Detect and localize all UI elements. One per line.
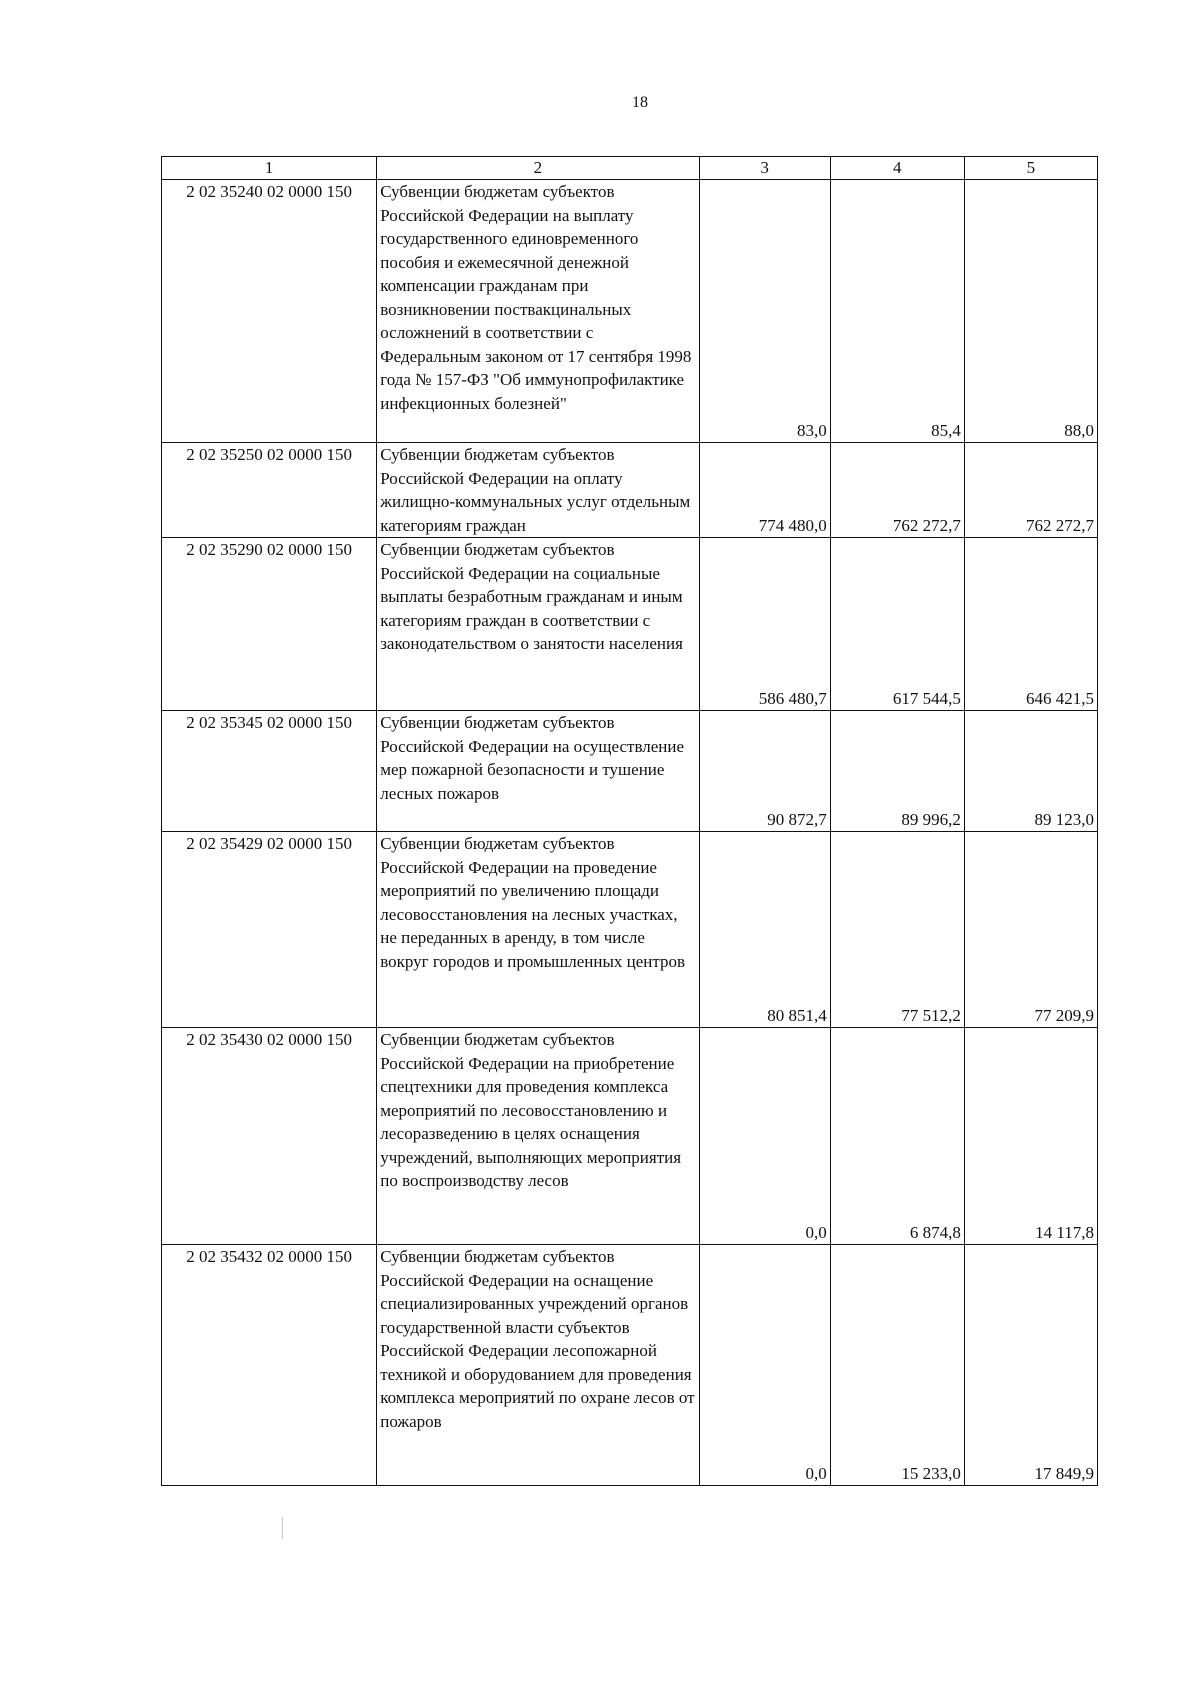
value-col-3: 0,0 (699, 1245, 830, 1486)
budget-code: 2 02 35345 02 0000 150 (162, 711, 377, 832)
budget-code: 2 02 35429 02 0000 150 (162, 832, 377, 1028)
income-name: Субвенции бюджетам субъектов Российской Федерации на оснащение специализированных учреждений органов государственной власти субъектов Российской Федерации лесопожарной техникой и оборудованием для проведения комплекса мероприятий по охране лесов от пожаров (377, 1245, 699, 1486)
table-row (162, 1245, 1098, 1486)
table-row (162, 180, 1098, 443)
value-col-5: 88,0 (964, 180, 1097, 443)
value-col-3: 774 480,0 (699, 443, 830, 538)
header-col-4: 4 (830, 157, 964, 180)
value-col-3: 90 872,7 (699, 711, 830, 832)
value-col-5: 77 209,9 (964, 832, 1097, 1028)
table-row (162, 711, 1098, 832)
scan-artifact-line (282, 1517, 283, 1539)
header-row (162, 157, 1098, 180)
value-col-5: 762 272,7 (964, 443, 1097, 538)
income-name: Субвенции бюджетам субъектов Российской Федерации на осуществление мер пожарной безопасности и тушение лесных пожаров (377, 711, 699, 832)
income-name: Субвенции бюджетам субъектов Российской Федерации на выплату государственного единовременного пособия и ежемесячной денежной компенсации гражданам при возникновении поствакцинальных осложнений в соответствии с Федеральным законом от 17 сентября 1998 года № 157-ФЗ "Об иммунопрофилактике инфекционных болезней" (377, 180, 699, 443)
budget-code: 2 02 35432 02 0000 150 (162, 1245, 377, 1486)
budget-code: 2 02 35250 02 0000 150 (162, 443, 377, 538)
header-col-5: 5 (964, 157, 1097, 180)
table-row (162, 538, 1098, 711)
table-header (162, 157, 1098, 180)
income-name: Субвенции бюджетам субъектов Российской Федерации на проведение мероприятий по увеличению площади лесовосстановления на лесных участках, не переданных в аренду, в том числе вокруг городов и промышленных центров (377, 832, 699, 1028)
value-col-4: 617 544,5 (830, 538, 964, 711)
budget-code: 2 02 35240 02 0000 150 (162, 180, 377, 443)
header-col-2: 2 (377, 157, 699, 180)
value-col-4: 77 512,2 (830, 832, 964, 1028)
income-name: Субвенции бюджетам субъектов Российской Федерации на приобретение спецтехники для проведения комплекса мероприятий по лесовосстановлению и лесоразведению в целях оснащения учреждений, выполняющих мероприятия по воспроизводству лесов (377, 1028, 699, 1245)
value-col-5: 646 421,5 (964, 538, 1097, 711)
value-col-5: 14 117,8 (964, 1028, 1097, 1245)
page-number: 18 (632, 94, 648, 111)
value-col-3: 80 851,4 (699, 832, 830, 1028)
value-col-4: 6 874,8 (830, 1028, 964, 1245)
value-col-3: 83,0 (699, 180, 830, 443)
table-body (162, 180, 1098, 1486)
value-col-4: 15 233,0 (830, 1245, 964, 1486)
value-col-4: 89 996,2 (830, 711, 964, 832)
budget-code: 2 02 35290 02 0000 150 (162, 538, 377, 711)
value-col-5: 17 849,9 (964, 1245, 1097, 1486)
income-name: Субвенции бюджетам субъектов Российской Федерации на социальные выплаты безработным гражданам и иным категориям граждан в соответствии с законодательством о занятости населения (377, 538, 699, 711)
header-col-3: 3 (699, 157, 830, 180)
value-col-4: 85,4 (830, 180, 964, 443)
table-row (162, 1028, 1098, 1245)
budget-code: 2 02 35430 02 0000 150 (162, 1028, 377, 1245)
table-row (162, 832, 1098, 1028)
value-col-5: 89 123,0 (964, 711, 1097, 832)
income-name: Субвенции бюджетам субъектов Российской Федерации на оплату жилищно-коммунальных услуг отдельным категориям граждан (377, 443, 699, 538)
value-col-4: 762 272,7 (830, 443, 964, 538)
table-row (162, 443, 1098, 538)
value-col-3: 0,0 (699, 1028, 830, 1245)
budget-table (161, 156, 1098, 1486)
header-col-1: 1 (162, 157, 377, 180)
value-col-3: 586 480,7 (699, 538, 830, 711)
